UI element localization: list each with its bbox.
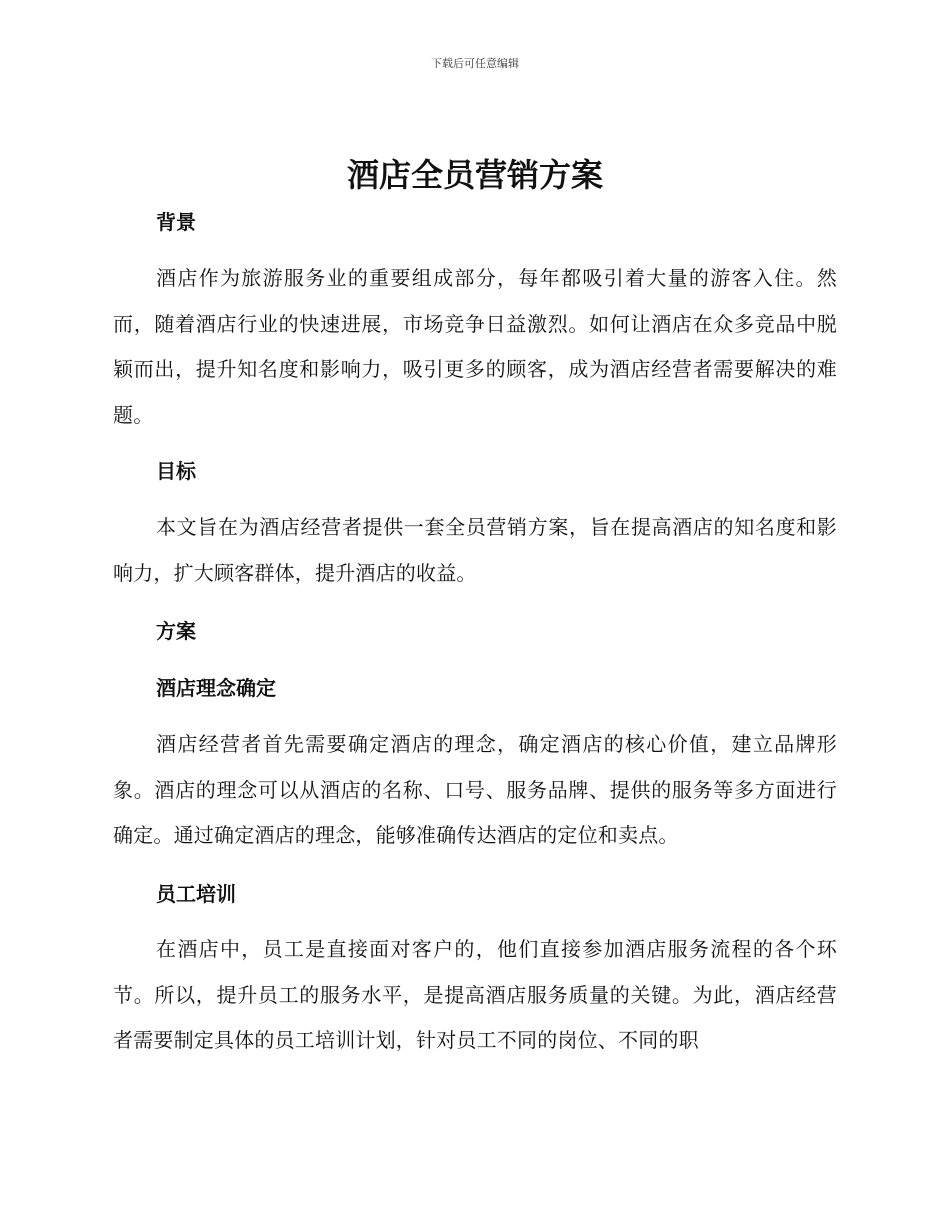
section-heading-staff-training: 员工培训 (156, 882, 236, 906)
section-heading-hotel-concept: 酒店理念确定 (156, 676, 276, 700)
section-heading-plan: 方案 (156, 619, 196, 643)
header-note: 下载后可任意编辑 (431, 57, 519, 70)
section-body-goal: 本文旨在为酒店经营者提供一套全员营销方案，旨在提高酒店的知名度和影响力，扩大顾客群体，提升酒店的收益。 (113, 515, 837, 585)
section-body-hotel-concept: 酒店经营者首先需要确定酒店的理念，确定酒店的核心价值，建立品牌形象。酒店的理念可以从酒店的名称、口号、服务品牌、提供的服务等多方面进行确定。通过确定酒店的理念，能够准确传达酒店的定位和卖点。 (113, 732, 837, 847)
document-title: 酒店全员营销方案 (346, 156, 603, 194)
section-heading-goal: 目标 (156, 459, 196, 483)
section-body-background: 酒店作为旅游服务业的重要组成部分，每年都吸引着大量的游客入住。然而，随着酒店行业的快速进展，市场竞争日益激烈。如何让酒店在众多竞品中脱颖而出，提升知名度和影响力，吸引更多的顾客，成为酒店经营者需要解决的难题。 (113, 266, 837, 427)
section-body-staff-training: 在酒店中，员工是直接面对客户的，他们直接参加酒店服务流程的各个环节。所以，提升员工的服务水平，是提高酒店服务质量的关键。为此，酒店经营者需要制定具体的员工培训计划，针对员工不同的岗位、不同的职 (113, 937, 837, 1052)
section-heading-background: 背景 (156, 210, 196, 234)
